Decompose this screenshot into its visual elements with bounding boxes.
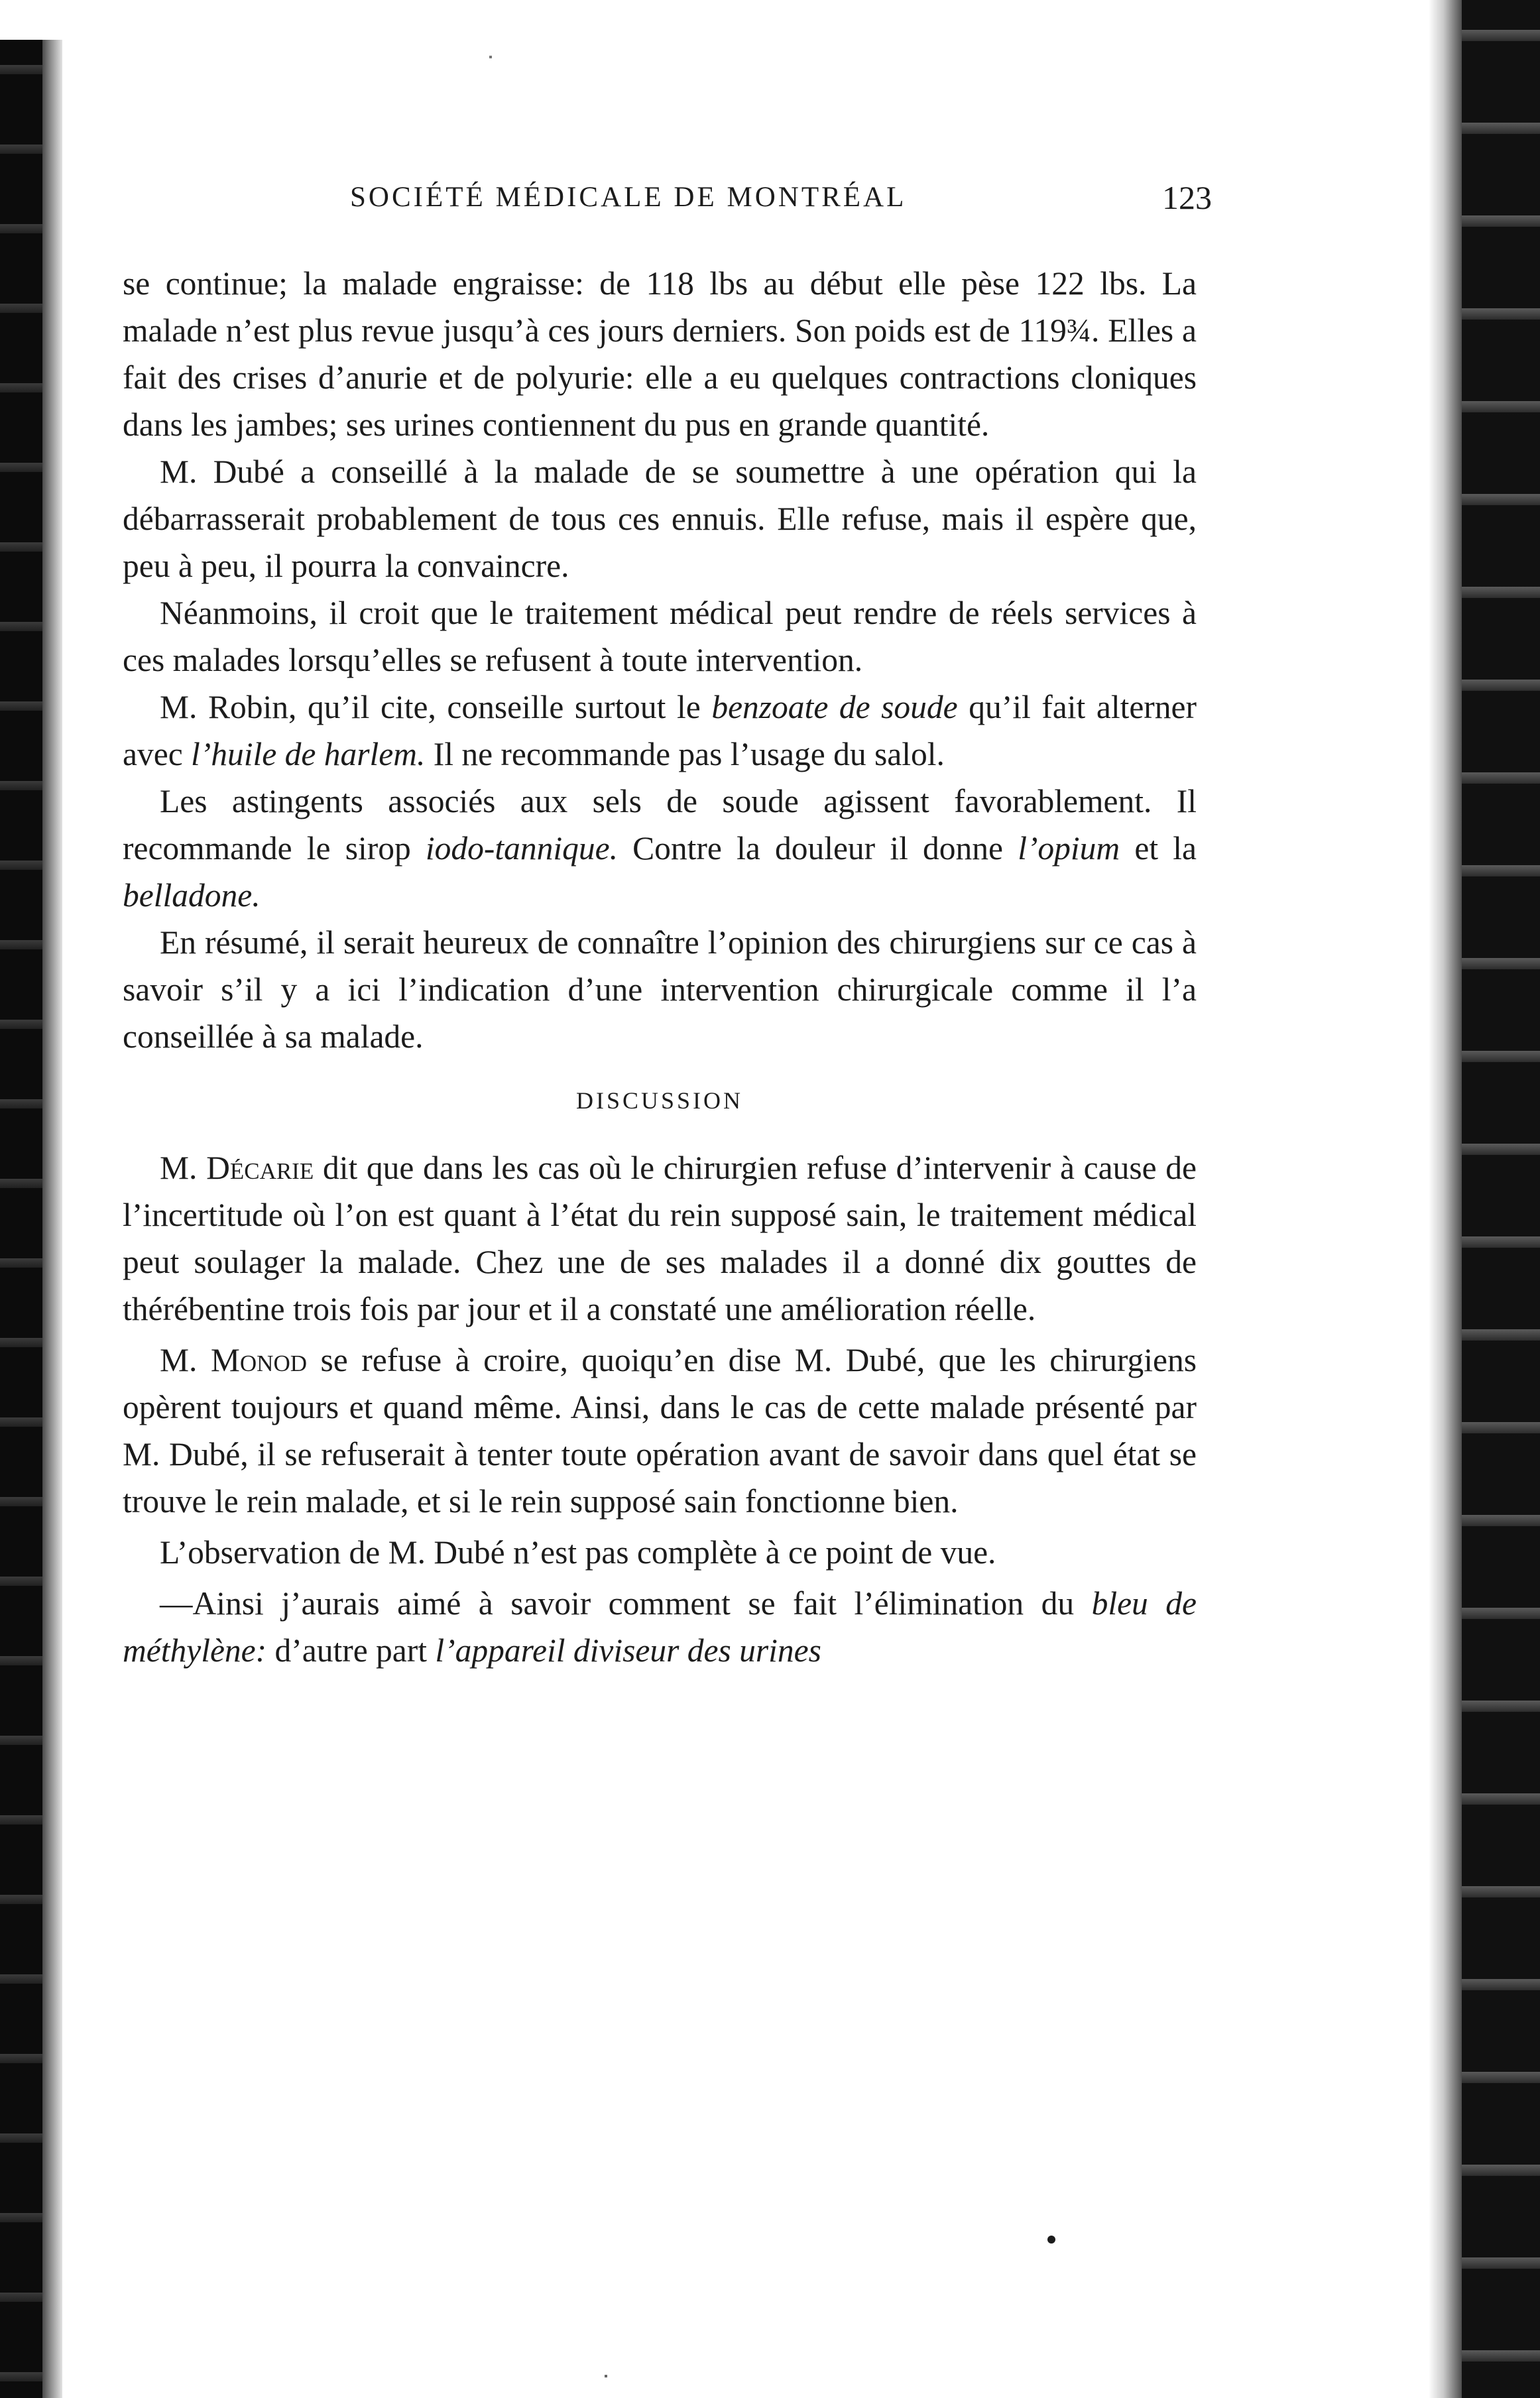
paragraph xyxy=(123,1580,1197,1674)
paragraph: En résumé, il serait heureux de connaître l’opinion des chirurgiens sur ce cas à savoir s’il y a ici l’indication d’une intervention chirurgicale comme il l’a conseillée à sa malade. xyxy=(123,924,1197,1055)
paragraph xyxy=(123,1144,1197,1333)
binding-gradient-left xyxy=(42,40,62,2398)
speaker-name: M. Monod xyxy=(160,1342,307,1378)
italic-term: l’opium xyxy=(1018,830,1120,867)
italic-term: l’huile de harlem. xyxy=(191,736,426,772)
italic-term: bleu de méthylène: xyxy=(123,1585,1197,1669)
scan-speck xyxy=(489,56,492,58)
italic-term: belladone. xyxy=(123,877,261,914)
text-run: et la xyxy=(1120,830,1197,867)
italic-term: l’appareil diviseur des urines xyxy=(435,1632,821,1669)
italic-term: iodo-tannique. xyxy=(425,830,618,867)
text-run: M. Robin, qu’il cite, conseille surtout le xyxy=(160,689,712,725)
running-header xyxy=(350,171,1212,224)
text-run: Il ne recommande pas l’usage du salol. xyxy=(425,736,945,772)
paragraph: M. Dubé a conseillé à la malade de se soumettre à une opération qui la débarrasserait probablement de tous ces ennuis. Elle refuse, mais il espère que, peu à peu, il pourra la convaincre. xyxy=(123,453,1197,584)
paragraph: se continue; la malade engraisse: de 118 lbs au début elle pèse 122 lbs. La malade n’est plus revue jusqu’à ces jours derniers. Son poids est de 119¾. Elles a fait des crises d’anurie et de polyurie: elle a eu quelques contractions cloniques dans les jambes; ses urines contiennent du pus en grande quantité. xyxy=(123,265,1197,443)
body-text xyxy=(123,260,1197,1674)
text-run: Contre la douleur il donne xyxy=(617,830,1018,867)
stray-ink-dot xyxy=(1047,2236,1055,2244)
text-run: se refuse à croire, quoiqu’en dise M. Dubé, que les chirurgiens opèrent toujours et quand même. Ainsi, dans le cas de cette malade présenté par M. Dubé, il se refuserait à tenter toute opération avant de savoir dans quel état se trouve le rein malade, et si le rein supposé sain fonctionne bien. xyxy=(123,1342,1197,1520)
binding-shadow-left xyxy=(0,40,42,2398)
text-run: —Ainsi j’aurais aimé à savoir comment se fait l’élimination du xyxy=(160,1585,1092,1622)
section-heading: DISCUSSION xyxy=(575,1087,744,1114)
paragraph xyxy=(123,778,1197,919)
paragraph xyxy=(123,1337,1197,1525)
text-run: dit que dans les cas où le chirurgien refuse d’intervenir à cause de l’incertitude où l’on est quant à l’état du rein supposé sain, le traitement médical peut soulager la malade. Chez une de ses malades il a donné dix gouttes de thérébentine trois fois par jour et il a constaté une amélioration réelle. xyxy=(123,1150,1197,1327)
text-run: qu’il fait alterner avec xyxy=(123,689,1197,772)
text-run: Les astingents associés aux sels de soude agissent favorablement. Il recommande le sirop xyxy=(123,783,1197,867)
paragraph xyxy=(123,684,1197,778)
text-run: d’autre part xyxy=(267,1632,436,1669)
running-title: SOCIÉTÉ MÉDICALE DE MONTRÉAL xyxy=(350,182,907,213)
paragraph: Néanmoins, il croit que le traitement médical peut rendre de réels services à ces malades lorsqu’elles se refusent à toute intervention. xyxy=(123,595,1197,678)
page-number: 123 xyxy=(1162,179,1212,216)
speaker-name: M. Décarie xyxy=(160,1150,314,1186)
italic-term: benzoate de soude xyxy=(711,689,958,725)
scan-speck xyxy=(605,2375,607,2377)
page-edge-right xyxy=(1462,0,1540,2398)
page-edge-gradient-right xyxy=(1429,0,1462,2398)
paragraph: L’observation de M. Dubé n’est pas complète à ce point de vue. xyxy=(160,1534,996,1571)
